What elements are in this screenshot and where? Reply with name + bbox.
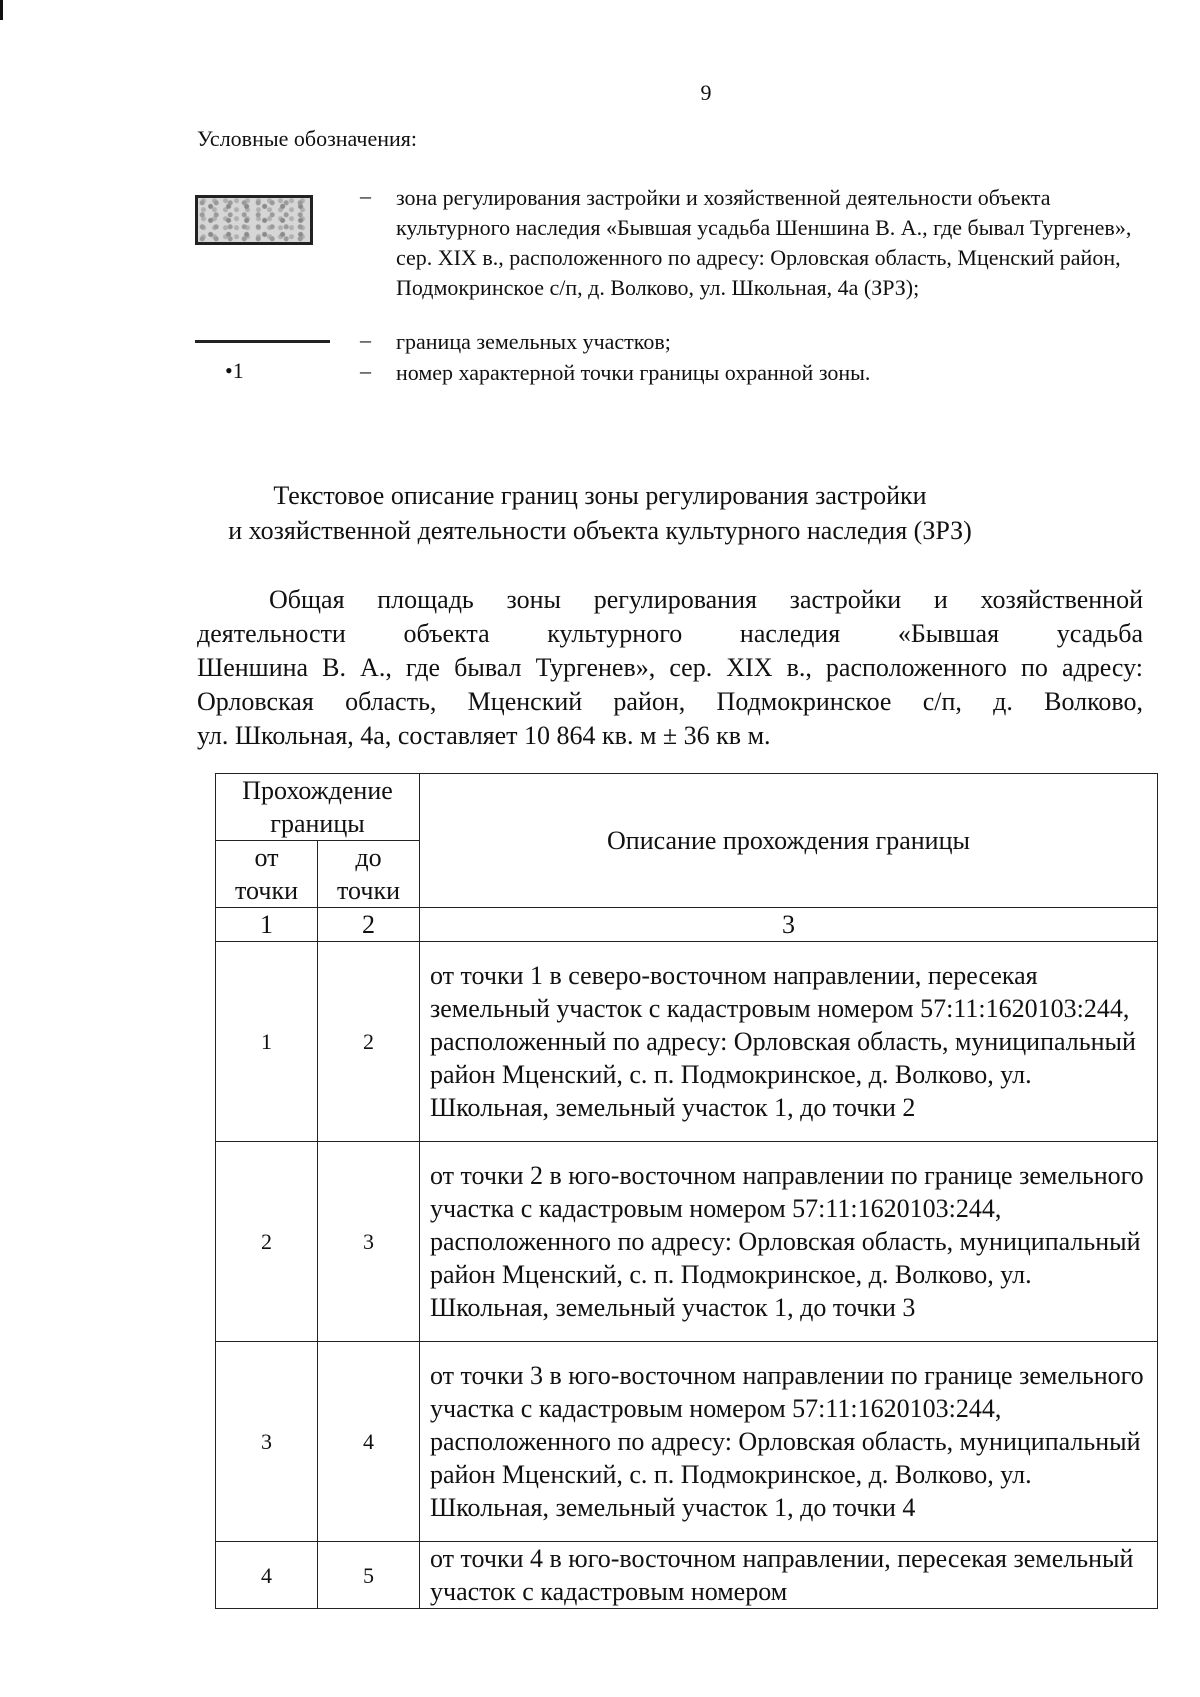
from-cell: 1 xyxy=(216,942,318,1142)
legend-dash: – xyxy=(360,358,371,383)
point-symbol: •1 xyxy=(225,358,244,383)
legend-text-zone: зона регулирования застройки и хозяйственной деятельности объекта культурного наследия «Бывшая усадьба Шеншина В. А., где бывал Тургенев», сер. XIX в., расположенного по адресу: Орловская область, Мценский район, Подмокринское с/п, д. Волково, ул. Школьная, 4а (ЗРЗ); xyxy=(396,185,1132,300)
header-passage: Прохождение границы xyxy=(216,774,420,841)
legend-dash: – xyxy=(360,327,371,352)
header-from: от точки xyxy=(216,841,318,908)
heading-line-2: и хозяйственной деятельности объекта культурного наследия (ЗРЗ) xyxy=(228,516,972,545)
from-cell: 3 xyxy=(216,1342,318,1542)
table-row xyxy=(216,1342,1158,1542)
zone-fill-symbol xyxy=(195,195,313,245)
legend-text-point: номер характерной точки границы охранной зоны. xyxy=(396,360,871,385)
from-cell: 2 xyxy=(216,1142,318,1342)
table-index-row xyxy=(216,908,1158,942)
header-to: до точки xyxy=(318,841,420,908)
index-cell: 3 xyxy=(420,908,1158,942)
paragraph-line: ул. Школьная, 4а, составляет 10 864 кв. м ± 36 кв м. xyxy=(197,721,771,750)
legend-text-boundary: граница земельных участков; xyxy=(396,329,671,354)
description-cell: от точки 4 в юго-восточном направлении, пересекая земельный участок с кадастровым номером xyxy=(420,1542,1158,1609)
section-heading xyxy=(0,478,1200,548)
description-cell: от точки 3 в юго-восточном направлении по границе земельного участка с кадастровым номером 57:11:1620103:244, расположенного по адресу: Орловская область, муниципальный район Мценский, с. п. Подмокринское, д. Волково, ул. Школьная, земельный участок 1, до точки 4 xyxy=(420,1342,1158,1542)
legend-dash: – xyxy=(360,183,371,208)
page-number: 9 xyxy=(700,80,712,105)
paragraph-line: Общая площадь зоны регулирования застройки и хозяйственной xyxy=(269,585,1143,614)
to-cell: 5 xyxy=(318,1542,420,1609)
table-row xyxy=(216,942,1158,1142)
from-cell: 4 xyxy=(216,1542,318,1609)
to-cell: 4 xyxy=(318,1342,420,1542)
legend-title: Условные обозначения: xyxy=(197,126,418,151)
table-header-row xyxy=(216,774,1158,841)
table-row xyxy=(216,1542,1158,1609)
scan-edge-mark xyxy=(0,0,3,20)
boundary-table xyxy=(215,773,1158,1609)
table-row xyxy=(216,1142,1158,1342)
index-cell: 2 xyxy=(318,908,420,942)
index-cell: 1 xyxy=(216,908,318,942)
area-paragraph xyxy=(197,583,1143,753)
paragraph-line: деятельности объекта культурного наследия «Бывшая усадьба xyxy=(197,619,1143,648)
heading-line-1: Текстовое описание границ зоны регулирования застройки xyxy=(273,481,927,510)
description-cell: от точки 2 в юго-восточном направлении по границе земельного участка с кадастровым номером 57:11:1620103:244, расположенного по адресу: Орловская область, муниципальный район Мценский, с. п. Подмокринское, д. Волково, ул. Школьная, земельный участок 1, до точки 3 xyxy=(420,1142,1158,1342)
boundary-line-symbol xyxy=(195,340,330,343)
header-description: Описание прохождения границы xyxy=(420,774,1158,908)
to-cell: 2 xyxy=(318,942,420,1142)
paragraph-line: Орловская область, Мценский район, Подмокринское с/п, д. Волково, xyxy=(197,687,1143,716)
description-cell: от точки 1 в северо-восточном направлении, пересекая земельный участок с кадастровым номером 57:11:1620103:244, расположенный по адресу: Орловская область, муниципальный район Мценский, с. п. Подмокринское, д. Волково, ул. Школьная, земельный участок 1, до точки 2 xyxy=(420,942,1158,1142)
paragraph-line: Шеншина В. А., где бывал Тургенев», сер. XIX в., расположенного по адресу: xyxy=(197,653,1143,682)
to-cell: 3 xyxy=(318,1142,420,1342)
